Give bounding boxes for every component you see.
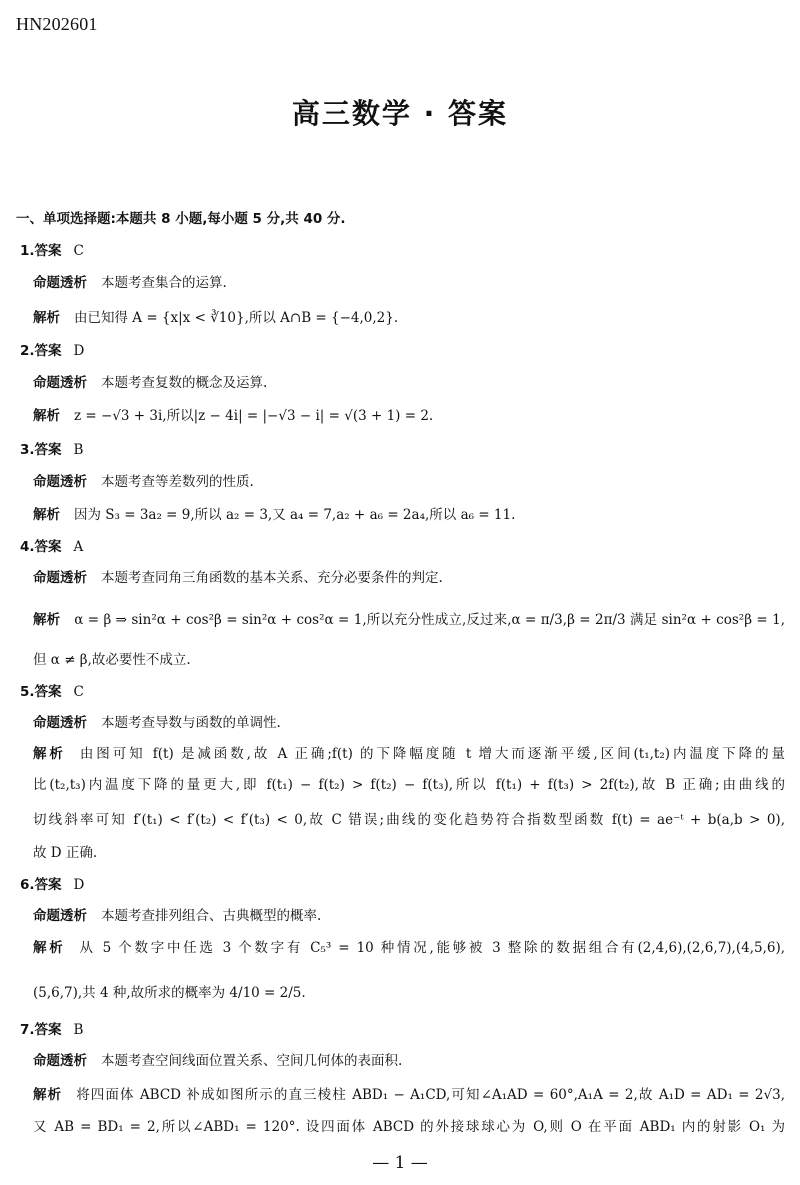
question-4-answer: 4.答案 A [20, 539, 84, 555]
question-5-solution-line-1: 解析 由图可知 f(t) 是减函数,故 A 正确;f(t) 的下降幅度随 t 增大而逐渐平缓,区间(t₁,t₂)内温度下降的量 [33, 746, 785, 762]
question-5-solution-line-2: 比(t₂,t₃)内温度下降的量更大,即 f(t₁) − f(t₂) > f(t₂) − f(t₃),所以 f(t₁) + f(t₃) > 2f(t₂),故 B 正确;由曲线的 [33, 777, 785, 793]
question-4-solution-line-2: 但 α ≠ β,故必要性不成立. [33, 652, 191, 668]
question-1-analysis: 命题透析 本题考查集合的运算. [33, 275, 227, 291]
question-1-solution: 解析 由已知得 A = {x|x < ∛10},所以 A∩B = {−4,0,2}. [33, 310, 399, 326]
question-7-analysis: 命题透析 本题考查空间线面位置关系、空间几何体的表面积. [33, 1053, 403, 1069]
question-5-answer: 5.答案 C [20, 684, 84, 700]
question-7-answer: 7.答案 B [20, 1022, 84, 1038]
question-3-answer: 3.答案 B [20, 442, 84, 458]
question-7-solution-line-2: 又 AB = BD₁ = 2,所以∠ABD₁ = 120°. 设四面体 ABCD 的外接球球心为 O,则 O 在平面 ABD₁ 内的射影 O₁ 为 [33, 1119, 785, 1135]
question-5-analysis: 命题透析 本题考查导数与函数的单调性. [33, 715, 281, 731]
document-code: HN202601 [16, 14, 98, 34]
question-6-solution-line-2: (5,6,7),共 4 种,故所求的概率为 4/10 = 2/5. [33, 985, 306, 1001]
question-2-analysis: 命题透析 本题考查复数的概念及运算. [33, 375, 268, 391]
question-6-solution-line-1: 解析 从 5 个数字中任选 3 个数字有 C₅³ = 10 种情况,能够被 3 整除的数据组合有(2,4,6),(2,6,7),(4,5,6), [33, 940, 786, 956]
page-title: 高三数学 · 答案 [291, 97, 509, 130]
question-5-solution-line-4: 故 D 正确. [33, 845, 98, 861]
question-3-analysis: 命题透析 本题考查等差数列的性质. [33, 474, 254, 490]
question-2-solution: 解析 z = −√3 + 3i,所以|z − 4i| = |−√3 − i| = √(3 + 1) = 2. [33, 408, 434, 424]
question-1-answer: 1.答案 C [20, 243, 84, 259]
question-5-solution-line-3: 切线斜率可知 f′(t₁) < f′(t₂) < f′(t₃) < 0,故 C 错误;曲线的变化趋势符合指数型函数 f(t) = ae⁻ᵗ + b(a,b > 0), [33, 812, 785, 828]
page-number: — 1 — [372, 1153, 428, 1173]
section-heading: 一、单项选择题:本题共 8 小题,每小题 5 分,共 40 分. [16, 211, 346, 227]
question-6-answer: 6.答案 D [20, 877, 85, 893]
question-4-analysis: 命题透析 本题考查同角三角函数的基本关系、充分必要条件的判定. [33, 570, 443, 586]
question-4-solution-line-1: 解析 α = β ⇒ sin²α + cos²β = sin²α + cos²α = 1,所以充分性成立,反过来,α = π/3,β = 2π/3 满足 sin²α + cos²β = 1, [33, 612, 786, 628]
question-2-answer: 2.答案 D [20, 343, 85, 359]
question-7-solution-line-1: 解析 将四面体 ABCD 补成如图所示的直三棱柱 ABD₁ − A₁CD,可知∠A₁AD = 60°,A₁A = 2,故 A₁D = AD₁ = 2√3, [33, 1087, 786, 1103]
question-3-solution: 解析 因为 S₃ = 3a₂ = 9,所以 a₂ = 3,又 a₄ = 7,a₂ + a₆ = 2a₄,所以 a₆ = 11. [33, 507, 516, 523]
question-6-analysis: 命题透析 本题考查排列组合、古典概型的概率. [33, 908, 322, 924]
